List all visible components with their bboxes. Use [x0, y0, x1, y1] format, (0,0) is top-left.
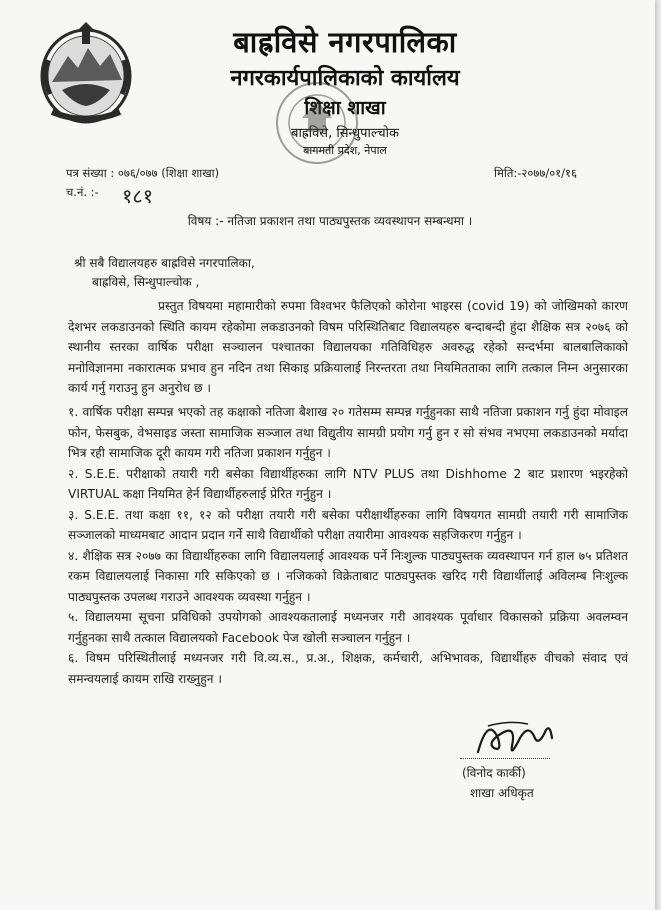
letter-subject: विषय :- नतिजा प्रकाशन तथा पाठ्यपुस्तक व्यवस्थापन सम्बन्धमा ।: [187, 214, 473, 228]
instruction-list: [68, 402, 628, 689]
instruction-item: ४. शैक्षिक सत्र २०७७ का विद्यार्थीहरुका लागि विद्यालयलाई आवश्यक पर्ने निःशुल्क पाठ्यपुस्तक व्यवस्थापन गर्न हाल ७५ प्रतिशत रकम विद्यालयलाई निकासा गरि सकिएको छ । नजिकको विक्रेताबाट पाठ्यपुस्तक खरिद गरी विद्यार्थीलाई अविलम्ब निःशुल्क पाठ्यपुस्तक उपलब्ध गराउने आवश्यक व्यवस्था गर्नुहुन ।: [68, 548, 628, 604]
addressee-line-1: श्री सबै विद्यालयहरु बाह्रविसे नगरपालिका,: [74, 256, 255, 270]
intro-paragraph: प्रस्तुत विषयमा महामारीको रुपमा विश्वभर फैलिएको कोरोना भाइरस (covid 19) को जोखिमको कारण देशभर लकडाउनको स्थिति कायम रहेकोमा लकडाउनको विषम परिस्थितिबाट विद्यालयहरु बन्दाबन्दी हुंदा शैक्षिक सत्र २०७६ को स्थानीय स्तरका वार्षिक परीक्षा सञ्चालन पश्चातका विद्यालयका गतिविधिहरु अवरुद्ध रहेको सन्दर्भमा बालबालिकाको मनोविज्ञानमा नकारात्मक प्रभाव हुन नदिन तथा सिकाइ प्रक्रियालाई निरन्तरता तथा नियमितताका लागि तत्काल निम्न अनुसारका कार्य गर्नु गराउनु हुन अनुरोध छ ।: [68, 299, 628, 395]
office-location: बाह्रविसे, सिन्धुपाल्चोक: [291, 126, 399, 141]
addressee-line-2: बाह्रविसे, सिन्धुपाल्चोक ,: [92, 275, 200, 289]
section-name: शिक्षा शाखा: [304, 97, 386, 119]
nepal-emblem-icon: [38, 20, 134, 128]
signature-line: [460, 758, 550, 759]
instruction-item: ६. विषम परिस्थितीलाई मध्यनजर गरी वि.व्य.स., प्र.अ., शिक्षक, कर्मचारी, अभिभावक, विद्यार्थीहरु वीचको संवाद एवं समन्वयलाई कायम राखि राख्नुहुन ।: [68, 651, 628, 686]
instruction-item: ५. विद्यालयमा सूचना प्रविधिको उपयोगको आवश्यकतालाई मध्यनजर गरी आवश्यक पूर्वाधार विकासको प्रक्रिया अवलम्वन गर्नुहुनका साथै तत्काल विद्यालयको Facebook पेज खोली सञ्चालन गर्नुहुन ।: [68, 610, 628, 645]
instruction-item: २. S.E.E. परीक्षाको तयारी गरी बसेका विद्यार्थीहरुका लागि NTV PLUS तथा Dishhome 2 बाट प्रशारण भइरहेको VIRTUAL कक्षा नियमित हेर्न विद्यार्थीहरुलाई प्रेरित गर्नुहुन ।: [68, 466, 628, 501]
instruction-item: ३. S.E.E. तथा कक्षा ११, १२ को परीक्षा तयारी गरी बसेका परीक्षार्थीहरुका लागि विषयगत सामग्री तयारी गरी सामाजिक सञ्जालको माध्यमबाट आदान प्रदान गर्ने साथै विद्यार्थीको परीक्षा तयारीमा आवश्यक सहजिकरण गर्नुहुन ।: [68, 507, 628, 542]
office-province: बागमती प्रदेश, नेपाल: [303, 144, 387, 157]
reference-number: पत्र संख्या : ०७६/०७७ (शिक्षा शाखा): [66, 166, 220, 180]
office-name: बाह्रविसे नगरपालिका: [233, 25, 457, 59]
instruction-item: १. वार्षिक परीक्षा सम्पन्न भएको तह कक्षाको नतिजा बैशाख २० गतेसम्म सम्पन्न गर्नुहुनका साथै नतिजा प्रकाशन गर्नु हुंदा मोवाइल फोन, फेसबुक, वेभसाइड जस्ता सामाजिक सञ्जाल तथा विद्युतीय सामग्री प्रयोग गर्नु हुन र सो संभव नभएमा लकडाउनको मर्यादा भित्र रही सामाजिक दूरी कायम गरी नतिजा प्रकाशन गर्नुहुन ।: [68, 405, 628, 460]
dispatch-number: १८१: [122, 184, 154, 208]
signatory-designation: शाखा अधिकृत: [470, 786, 534, 800]
letter-date: मिति:-२०७७/०१/१६: [494, 166, 578, 180]
signatory-name: (विनोद कार्की): [462, 766, 526, 780]
dispatch-label: च.नं. :-: [66, 185, 99, 199]
office-stamp-icon: [272, 78, 362, 168]
executive-office: नगरकार्यपालिकाको कार्यालय: [230, 66, 460, 91]
